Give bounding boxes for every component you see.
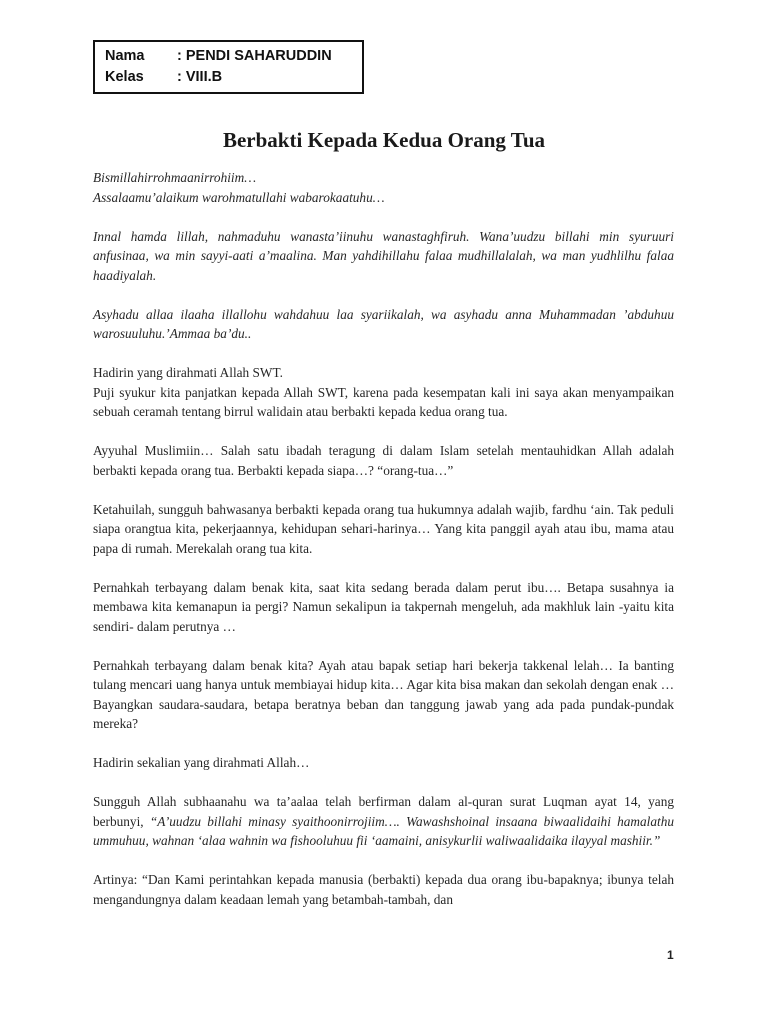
name-label: Nama bbox=[105, 48, 145, 64]
paragraph-ayyuhal: Ayyuhal Muslimiin… Salah satu ibadah teragung di dalam Islam setelah mentauhidkan Allah adalah berbakti kepada orang tua. Berbakti kepada siapa…? “orang-tua…” bbox=[93, 443, 674, 478]
paragraph-perut-ibu: Pernahkah terbayang dalam benak kita, saat kita sedang berada dalam perut ibu…. Betapa susahnya ia membawa kita kemanapun ia pergi? Namun sekalipun ia takpernah mengeluh, ada makhluk lain -yaitu kita sendiri- dalam perutnya … bbox=[93, 579, 674, 634]
opening-salam: Assalaamu’alaikum warohmatullahi wabarokaatuhu… bbox=[93, 189, 385, 205]
paragraph-luqman bbox=[93, 792, 674, 851]
class-value: : VIII.B bbox=[177, 69, 223, 85]
paragraph-ketahuilah: Ketahuilah, sungguh bahwasanya berbakti kepada orang tua hukumnya adalah wajib, fardhu ‘ain. Tak peduli siapa orangtua kita, pekerjaannya, kehidupan sehari-harinya… Yang kita panggil ayah atau ibu, mama atau papa di rumah. Merekalah orang tua kita. bbox=[93, 501, 674, 556]
luqman-intro: Sungguh Allah subhaanahu wa ta’aalaa telah berfirman dalam al-quran surat Luqman ayat 14, yang berbunyi, bbox=[93, 794, 674, 829]
document-body bbox=[93, 168, 674, 909]
greeting-second: Hadirin sekalian yang dirahmati Allah… bbox=[93, 755, 310, 770]
paragraph-ayah: Pernahkah terbayang dalam benak kita? Ayah atau bapak setiap hari bekerja takkenal lelah… Ia banting tulang mencari uang hanya untuk membiayai hidup kita… Agar kita bisa makan dan sekolah dengan enak … Bayangkan saudara-saudara, betapa beratnya beban dan tanggung jawab yang ada pada pundak-pundak mereka? bbox=[93, 657, 674, 731]
class-label: Kelas bbox=[105, 69, 144, 85]
paragraph-syahadat: Asyhadu allaa ilaaha illallohu wahdahuu laa syariikalah, wa asyhadu anna Muhammadan ’abduhuu warosuuluhu.’Ammaa ba’du.. bbox=[93, 306, 674, 341]
name-row bbox=[105, 46, 332, 66]
student-identity-box bbox=[93, 40, 364, 94]
paragraph-hamdala: Innal hamda lillah, nahmaduhu wanasta’iinuhu wanastaghfiruh. Wana’uudzu billahi min syuruuri anfusinaa, wa min sayyi-aati a’maalina. Man yahdihillahu falaa mudhillalalah, wa man yudhlilhu falaa haadiyalah. bbox=[93, 228, 674, 283]
class-row bbox=[105, 67, 222, 87]
opening-basmalah: Bismillahirrohmaanirrohiim… bbox=[93, 170, 257, 185]
paragraph-puji-syukur: Puji syukur kita panjatkan kepada Allah SWT, karena pada kesempatan kali ini saya akan menyampaikan sebuah ceramah tentang birrul walidain atau berbakti kepada kedua orang tua. bbox=[93, 384, 674, 419]
paragraph-artinya: Artinya: “Dan Kami perintahkan kepada manusia (berbakti) kepada dua orang ibu-bapaknya; ibunya telah mengandungnya dalam keadaan lemah yang betambah-tambah, dan bbox=[93, 872, 674, 907]
luqman-verse: “A’uudzu billahi minasy syaithoonirrojiim…. Wawashshoinal insaana biwaalidaihi hamalathu ummuhuu, wahnan ‘alaa wahnin wa fishooluhuu fii ‘aamaini, anisykurlii waliwaalidaika ilayyal mashiir.” bbox=[93, 813, 674, 848]
greeting-line: Hadirin yang dirahmati Allah SWT. bbox=[93, 365, 283, 380]
name-value: : PENDI SAHARUDDIN bbox=[177, 48, 332, 64]
document-title: Berbakti Kepada Kedua Orang Tua bbox=[222, 128, 546, 152]
page-number: 1 bbox=[667, 948, 674, 962]
